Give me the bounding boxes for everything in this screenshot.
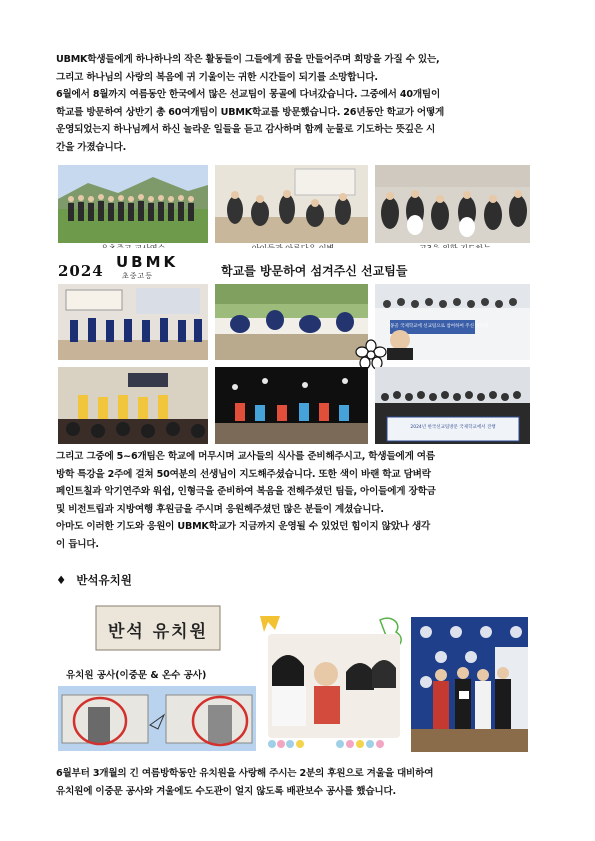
text-line: 그리고 그중에 5~6개팀은 학교에 머무시며 교사들의 식사를 준비해주시고, 학생들에게 여름	[56, 451, 435, 462]
banner-brand: UBMK	[116, 253, 179, 271]
text-line: 방학 특강을 2주에 걸쳐 50여분의 선생님이 지도해주셨습니다. 또한 색이 바랜 학교 담벼락	[56, 468, 431, 480]
photo-teachers-selfie	[260, 616, 408, 752]
banner-title: 학교를 방문하여 섬겨주신 선교팀들	[221, 264, 408, 278]
text-line: UBMK학생들에게 하나하나의 작은 활동들이 그들에게 꿈을 만들어주며 희망을 가질 수 있는,	[56, 54, 440, 65]
photo-puppet-show	[215, 367, 368, 444]
text-line: 간을 가졌습니다.	[56, 141, 127, 153]
photo-large-group	[375, 367, 530, 444]
stage-banner-text: 2024년 한국선교팀방문 국제학교에서 진행	[410, 425, 496, 430]
text-line: 페인트칠과 악기연주와 워쉽, 인형극을 준비하여 복음을 전해주셨던 팀들, 아이들에게 장학금	[56, 486, 436, 497]
text-line: 6월에서 8월까지 여름동안 한국에서 많은 선교팀이 몽골에 다녀갔습니다. 그중에서 40개팀이	[56, 89, 441, 100]
text-line: 그리고 하나님의 사랑의 복음에 귀 기울이는 귀한 시간들이 되기를 소망합니다.	[56, 71, 378, 83]
kindergarten-paragraph	[56, 765, 540, 800]
construction-label: 유치원 공사(이중문 & 온수 공사)	[66, 670, 207, 681]
photo-prayer	[375, 165, 530, 243]
text-line: 및 비전트립과 지방여행 후원금을 주시며 응원해주셨던 많은 분들이 계셨습니다.	[56, 503, 384, 515]
group-banner-text: 몽골 국제학교에 선교팀으로 참여하여 주신 여러분	[390, 324, 489, 329]
activities-paragraph	[56, 448, 540, 553]
photo-kindergarten-construction	[58, 603, 256, 751]
photo-farewell	[215, 165, 368, 243]
photo-certificate-presentation	[411, 617, 528, 752]
text-line: 운영되었는지 하나님께서 하신 놀라운 일들을 듣고 감사하며 함께 눈물로 기도하는 뜻깊은 시	[56, 124, 436, 135]
intro-paragraph	[56, 51, 540, 156]
photo-worship	[58, 367, 208, 444]
section-heading	[56, 572, 132, 588]
text-line: 6월부터 3개월의 긴 여름방학동안 유치원을 사랑해 주시는 2분의 후원으로 겨울을 대비하여	[56, 768, 434, 779]
section-title: 반석유치원	[76, 573, 132, 587]
photo-wall-painting	[215, 284, 368, 360]
photo-class-performance	[58, 284, 208, 360]
text-line: 이 듭니다.	[56, 538, 99, 550]
collage-banner	[58, 248, 528, 282]
text-line: 학교를 방문하여 상반기 총 60여개팀이 UBMK학교를 방문했습니다. 26년동안 학교가 어떻게	[56, 106, 445, 118]
bullet-icon: ♦	[56, 573, 67, 587]
text-line: 유치원에 이중문 공사와 겨울에도 수도관이 얼지 않도록 배관보수 공사를 했습니다.	[56, 785, 397, 797]
banner-year: 2024	[58, 262, 104, 280]
banner-sub: 초중고등	[122, 272, 154, 280]
photo-teacher-training	[58, 165, 208, 243]
photo-group-banner	[375, 284, 530, 360]
text-line: 아마도 이러한 기도와 응원이 UBMK학교가 지금까지 운영될 수 있었던 힘이지 않았나 생각	[56, 521, 431, 532]
kindergarten-sign: 반석 유치원	[107, 622, 209, 642]
flower-icon	[356, 340, 386, 370]
